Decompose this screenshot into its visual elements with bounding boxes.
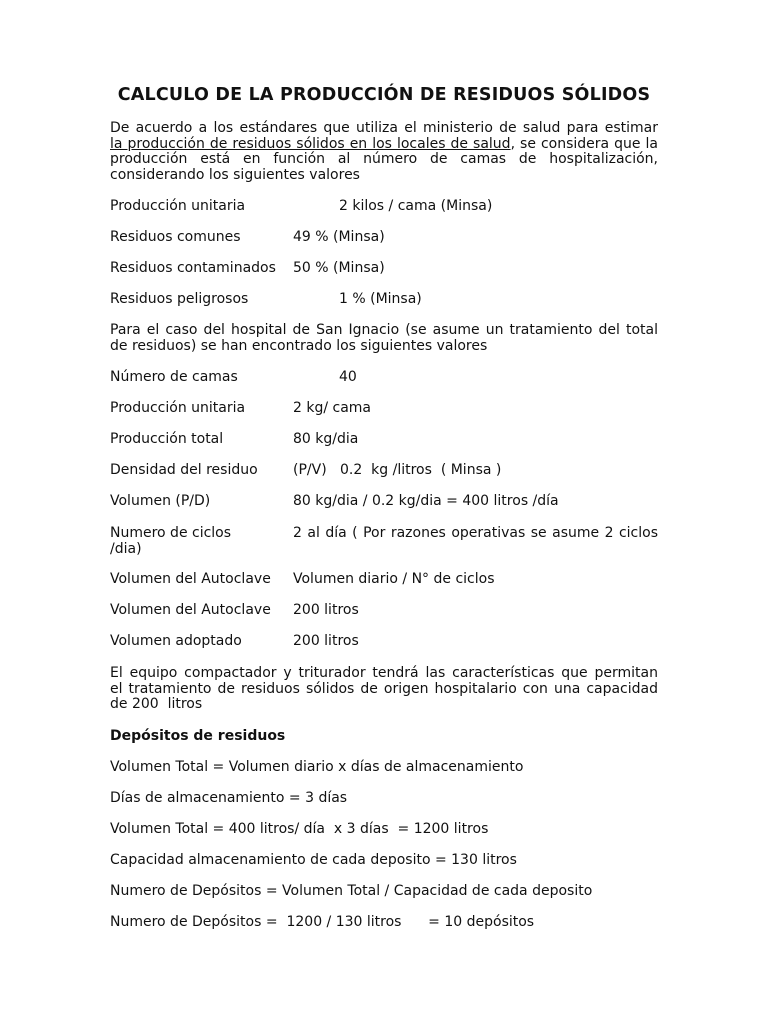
depositos-line: Capacidad almacenamiento de cada deposito = 130 litros [110,852,517,868]
row-label: Volumen del Autoclave [110,602,271,618]
row-label: Volumen adoptado [110,633,242,649]
row-label: Residuos peligrosos [110,291,249,307]
row-value: 80 kg/dia [293,431,359,447]
equipo-line-3: de 200 litros [110,696,203,712]
row-label: Densidad del residuo [110,462,258,478]
row-label: Residuos comunes [110,229,241,245]
intro-line-3: producción está en función al número de camas de hospitalización, [110,151,658,167]
row-value: 49 % (Minsa) [293,229,385,245]
row-value: 50 % (Minsa) [293,260,385,276]
row-value: 40 [339,369,357,385]
row-label: Volumen del Autoclave [110,571,271,587]
intro-line-2-rest: , se considera que la [510,135,658,152]
row-value: 1 % (Minsa) [339,291,422,307]
row-value: 2 al día ( Por razones operativas se asume 2 ciclos [293,525,658,541]
document-title: CALCULO DE LA PRODUCCIÓN DE RESIDUOS SÓLIDOS [117,85,651,105]
depositos-line: Numero de Depósitos = 1200 / 130 litros = 10 depósitos [110,914,535,930]
row-value: 2 kilos / cama (Minsa) [339,198,493,214]
equipo-line-2: el tratamiento de residuos sólidos de origen hospitalario con una capacidad [110,680,658,697]
intro-line-2 [110,137,658,153]
depositos-heading: Depósitos de residuos [110,728,286,744]
intro-line-4: considerando los siguientes valores [110,166,360,183]
equipo-line-1: El equipo compactador y triturador tendrá las características que permitan [110,665,658,681]
depositos-line: Volumen Total = Volumen diario x días de almacenamiento [110,759,524,775]
row-value: (P/V) 0.2 kg /litros ( Minsa ) [293,462,502,478]
hospital-line-1: Para el caso del hospital de San Ignacio (se asume un tratamiento del total [110,322,658,338]
row-label: Número de camas [110,369,238,385]
row-value: 2 kg/ cama [293,400,372,416]
intro-underlined-text: la producción de residuos sólidos en los locales de salud [110,135,511,152]
row-label: Volumen (P/D) [110,493,211,509]
row-label: Numero de ciclos [110,525,232,541]
row-label: Producción unitaria [110,400,246,416]
depositos-line: Numero de Depósitos = Volumen Total / Capacidad de cada deposito [110,883,593,899]
row-label: Producción total [110,431,224,447]
row-value: 200 litros [293,602,359,618]
hospital-line-2: de residuos) se han encontrado los siguientes valores [110,337,488,354]
row-value-continuation: /dia) [110,540,142,557]
row-label: Producción unitaria [110,198,246,214]
row-value: 80 kg/dia / 0.2 kg/dia = 400 litros /día [293,493,559,509]
row-value: Volumen diario / N° de ciclos [293,571,495,587]
row-value: 200 litros [293,633,359,649]
intro-line-1: De acuerdo a los estándares que utiliza el ministerio de salud para estimar [110,120,658,136]
depositos-line: Días de almacenamiento = 3 días [110,790,348,806]
row-label: Residuos contaminados [110,260,276,276]
depositos-line: Volumen Total = 400 litros/ día x 3 días = 1200 litros [110,821,489,837]
